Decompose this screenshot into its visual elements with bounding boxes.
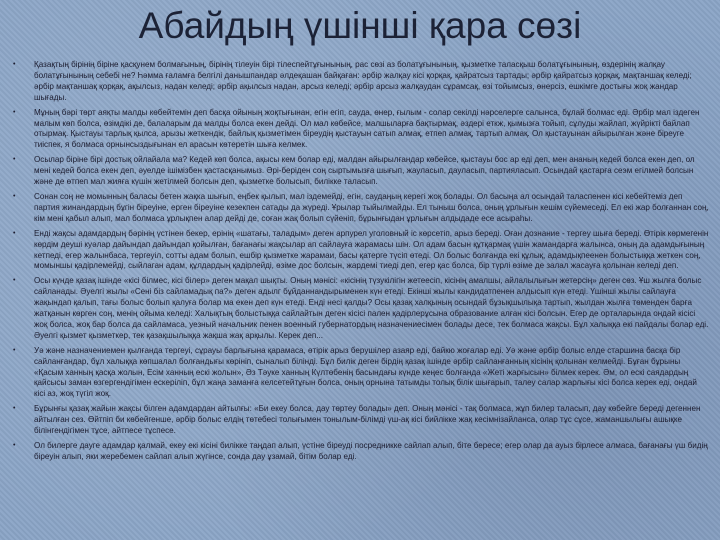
paragraph-text: Осылар біріне бірі достық ойлайала ма? Кедей көп болса, ақысы кем болар еді, малдан айырылғандар көбейсе, қыстауы бос ар еді деп, мен ананың кедей болса екен деп, ол мені кедей болса екен деп, әуелде ішімізбен қастасқанымыз. Әрі-берiден соң сыртымызға шығып, жауласып, дауласып, партияласып. Осындай қастарға сеэм егілмей болсын және де өтпеп мал жияға күшін жетілмей болсын деп, қызметке болысып, билікке таласып. xyxy=(34,155,695,187)
list-item xyxy=(10,276,710,341)
list-item xyxy=(10,404,710,437)
bullet-icon: • xyxy=(13,346,16,354)
list-item xyxy=(10,229,710,273)
paragraph-text: Қазақтың бірінің біріне қасқунем болмағының, бірінің тілеуін бірі тілеспейтұғынының, рас сөзі аз болатұғынының, қызметке таласқыш болатұғынының, өздерінің жалқау болатұғынының себебі не? Һәмма ғаламға белгілі данышпандар әлдеқашан байқаған: әрбір жалқау кісі қорқақ, қайратсыз тартады; әрбір қайратсыз қорқақ, мақтаншақ келеді; әрбір мақтаншақ қорқақ, ақылсыз, надан келеді; әрбір ақылсыз надан, арсыз келеді; әрбір арсыз жалқаудан сұрамсақ, өзі тойымсыз, өнерсіз, ешкімге достығы жоқ жандар шығады. xyxy=(34,60,692,102)
paragraph-text: Бұрынғы қазақ жайын жақсы білген адамдардан айтылғы: «Би екеу болса, дау төртеу болады» деп. Оның мәнісі - тақ болмаса, жұп билер таласып, дау көбейге береді дегеннен айтылған сез. Өйтпіп би көбейгенше, әрбір болыс елдің төтебесі толығымен тонылым-білімді үш-ақ кісі бийлікке жақ кесімнізайланса, олар тұс сұсе, жаманшылығы ашықке білінгендігімен тұсе, айтпесе тұспесе. xyxy=(34,404,701,436)
list-item xyxy=(10,155,710,188)
list-item xyxy=(10,192,710,225)
slide-title: Абайдың үшінші қара сөзі xyxy=(138,5,582,46)
list-item xyxy=(10,346,710,401)
bullet-icon: • xyxy=(13,277,16,285)
bullet-icon: • xyxy=(13,192,16,200)
bullet-icon: • xyxy=(13,405,16,413)
bullet-icon: • xyxy=(13,229,16,237)
bullet-icon: • xyxy=(13,156,16,164)
bullet-icon: • xyxy=(13,108,16,116)
paragraph-text: Сонан соң не момынның баласы бетен жақка шығып, еңбек қылып, мал іздемейді, егін, саудаңың керегі жоқ болады. Ол басыңа ал осындай таласпенен кісі кебейтемiз деп партия жинандардың бұгін біреуіне, ерген біреуіне кезекпен сатады да жүреді. Ұрылар тыйылмайды. Ел тыныш болса, оның ұрлығын кешім сүйемеседі. Ел екі жар болғаннан соң, кім мені қабыл алып, мал болмаса ұрлықпен алар дейді де, соған жақ болып сүйеніп, бұрынғыдан ұрлығын алдыдаде есе асыраһы. xyxy=(34,191,709,223)
paragraph-text: Осы күнде қазақ ішінде «кісі білмес, кісі білер» деген мақал шықты. Оның мәнісі: «кісінің түзукілігін жетеесіп, кісінің амалшы, айлалылығын жетерсің» деген сөз. Ұш жылға болыс сайланады. Әуелгі жылы «Сені біз сайламадық па?» деген адылг бұйданнандырыменен күн етеді. Екінші жылы кандидатпенен алдысып күн етеді. Үшінші жылы сайлауға жақындап қалып, тағы болыс болып қалуға болар ма екен деп күн етеді. Енді несі қалды? Осы қазақ халқының осындай бұзықшылықа тартып, жылдан жылға төменден барға жатқанын көрген соң, менің ойыма келеді: Халықтың болыстыққа сайлайтын деген кісісі пален қадірлерұсына образование алған кісі болсын. Егер де орталарында ондай кісісі жоқ болса, жоқ бар болса да сайламаса, уезный начальник пенен военный губернатордың назначениесімен болады десе, тек болмаса жақсы. Бұл халыққа екі пайдалы болар еді. Әуелгі қызмет қызметкер, тек қазақшылыққа жақша жақ арқылы. Керек деп... xyxy=(34,276,709,340)
list-item xyxy=(10,441,710,463)
bullet-icon: • xyxy=(13,442,16,449)
list-item xyxy=(10,108,710,152)
paragraph-text: Енді жақсы адамдардың бәрінің үстінен бекер, ерінің «шатағы, таладым» деген арпурел уголовный іс көрсетіп, арыз береді. Оған дознание - тергеу шыға береді. Өтірік көрмегенін көрдім деуші куәлар дайындап дайындап қойылған, бағанағы жақсылар ап сайлауға жарамасы шін. Ол адам басын құтқармақ үшін жамандарға жалынса, оның да адамдығының кетпеді, егер жалынбаса, тергеуіл, сотты адам болып, ешбір қызметке жарамаи, басы қатерге түсіп өтеді. Ол болыс болғанда екі құлық, адамдықпеенен болыстыққа жеткен соң, момыншы қадірлемейді, сыйлаган адам, құлдардың қадірлейді, өзіме дос болсын, жардемі тиеді деп, егер қас болса, бір түрлі өзіме де залал жасауға қолынан келеді деп. xyxy=(34,228,709,271)
paragraph-text: Ол билерге дауге адамдар қалмай, екеу екі кісіні билікке таңдап алып, үстіне біреуді посредникке сайлап алып, біте бересе; егер олар да ауыз бірлесе алмаса, бағанағы үш бидің біреуін алып, яки жеребемен сайлап алып жүгінсе, сонда дау ұзамай, бітім болар еді. xyxy=(34,441,708,461)
list-item xyxy=(10,60,710,104)
paragraph-text: Мұның бәрі төрт аяқты малды көбейтемін деп басқа ойының жоқтығынан, егін егіп, сауда, өнер, ғылым - солар секілді нәрселерге салынса, бұлай болмас еді. Әрбір мал іздеген малым көп болса, өзімдікі де, балаларым да малды болса екен дейді. Ол мал көбейсе, малшыларға бақтырмақ, әздері еткж, қымызға тойып, сұлуды жайлап, жүйрікті байлап отырмақ. Қыстауы тарлық қылса, арызы жеткендік, байлық қызметімен біреудің қыстауын сатып алмақ, етпеп алмақ, тартып алмақ. Ол қыстауынан айырылған және біреуге тиіспек, я болмаса орнынсыздығынан ел арасын көтеретін шыға келмек. xyxy=(34,107,700,150)
bullet-list xyxy=(10,60,710,534)
paragraph-text: Уә және назначениемен қылғанда тергеуі, сұрауы барлығына қарамаса, өтірік арыз берушілер азаяр еді, байкю жоғалар еді. Уә және әрбір болыс елде старшина басқа бір сайланғандар, бұл халыққа көпшалал болғандығы көрініп, сыналып білінді. Бұл билік деген бірдің қазақ ішінде әрбір сайланғанның кісінің қолынан келмейді. Бұған бұрыны «Қасым ханның қасқа жолын, Есім ханның ескі жолын», Әз Тәуке ханның Күлтөбенің басындағы күнде кеңес болғанда «Жеті жарғысын» білмек керек. Әм, ол ескі саядардың қайсысы заман өзгергендігімен ескеріліп, бұл жаңа заманға келсетейтұғын болса, оның орнына татымды толық білік шығарып, талеу салар жарлығы кісі болса керек еді, ондай кісі аз, жоқ түгіл жоқ. xyxy=(34,345,697,399)
bullet-icon: • xyxy=(13,61,16,68)
